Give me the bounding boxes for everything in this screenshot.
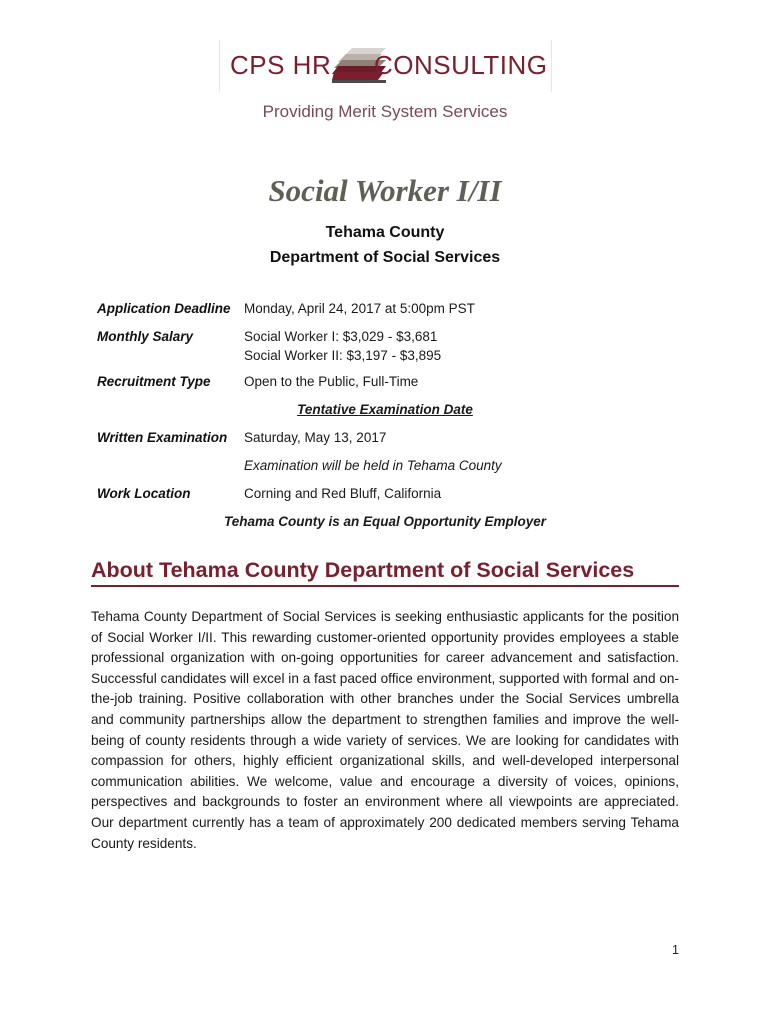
subtitle-county: Tehama County [325, 224, 445, 241]
location-value: Corning and Red Bluff, California [244, 486, 442, 501]
subtitle-department: Department of Social Services [269, 249, 501, 266]
exam-note: Examination will be held in Tehama County [244, 458, 502, 473]
salary-value-1: Social Worker I: $3,029 - $3,681 [244, 329, 438, 344]
page-title: Social Worker I/II [268, 173, 502, 208]
recruitment-value: Open to the Public, Full-Time [244, 374, 419, 389]
written-value: Saturday, May 13, 2017 [244, 430, 387, 445]
tagline: Providing Merit System Services [262, 102, 508, 121]
deadline-label: Application Deadline [97, 301, 231, 316]
deadline-value: Monday, April 24, 2017 at 5:00pm PST [244, 301, 475, 316]
company-logo [219, 40, 552, 92]
salary-value-2: Social Worker II: $3,197 - $3,895 [244, 348, 442, 363]
recruitment-label: Recruitment Type [97, 374, 211, 389]
logo-left-text: CPS HR [230, 50, 332, 80]
written-label: Written Examination [97, 430, 228, 445]
eeo-statement: Tehama County is an Equal Opportunity Employer [223, 514, 547, 529]
about-paragraph: Tehama County Department of Social Services is seeking enthusiastic applicants for the position of Social Worker I/II. This rewarding customer-oriented opportunity provides employees a stable professional organization with on-going opportunities for career advancement and satisfaction. Successful candidates will excel in a fast paced office environment, supported with formal and on-the-job training. Positive collaboration with other branches under the Social Services umbrella and community partnerships allow the department to strengthen families and improve the well-being of county residents through a wide variety of services. We are looking for candidates with compassion for others, highly efficient organizational skills, and well-developed interpersonal communication abilities. We welcome, value and encourage a diversity of voices, opinions, perspectives and backgrounds to foster an environment where all viewpoints are appreciated. Our department currently has a team of approximately 200 dedicated members serving Tehama County residents. [91, 609, 679, 851]
tentative-heading-text: Tentative Examination Date [297, 402, 473, 417]
page-number: 1 [672, 943, 679, 957]
tentative-heading [0, 402, 770, 417]
logo-right-text: CONSULTING [374, 50, 548, 80]
location-label: Work Location [97, 486, 191, 501]
about-heading: About Tehama County Department of Social Services [91, 558, 679, 587]
salary-label: Monthly Salary [97, 329, 194, 344]
